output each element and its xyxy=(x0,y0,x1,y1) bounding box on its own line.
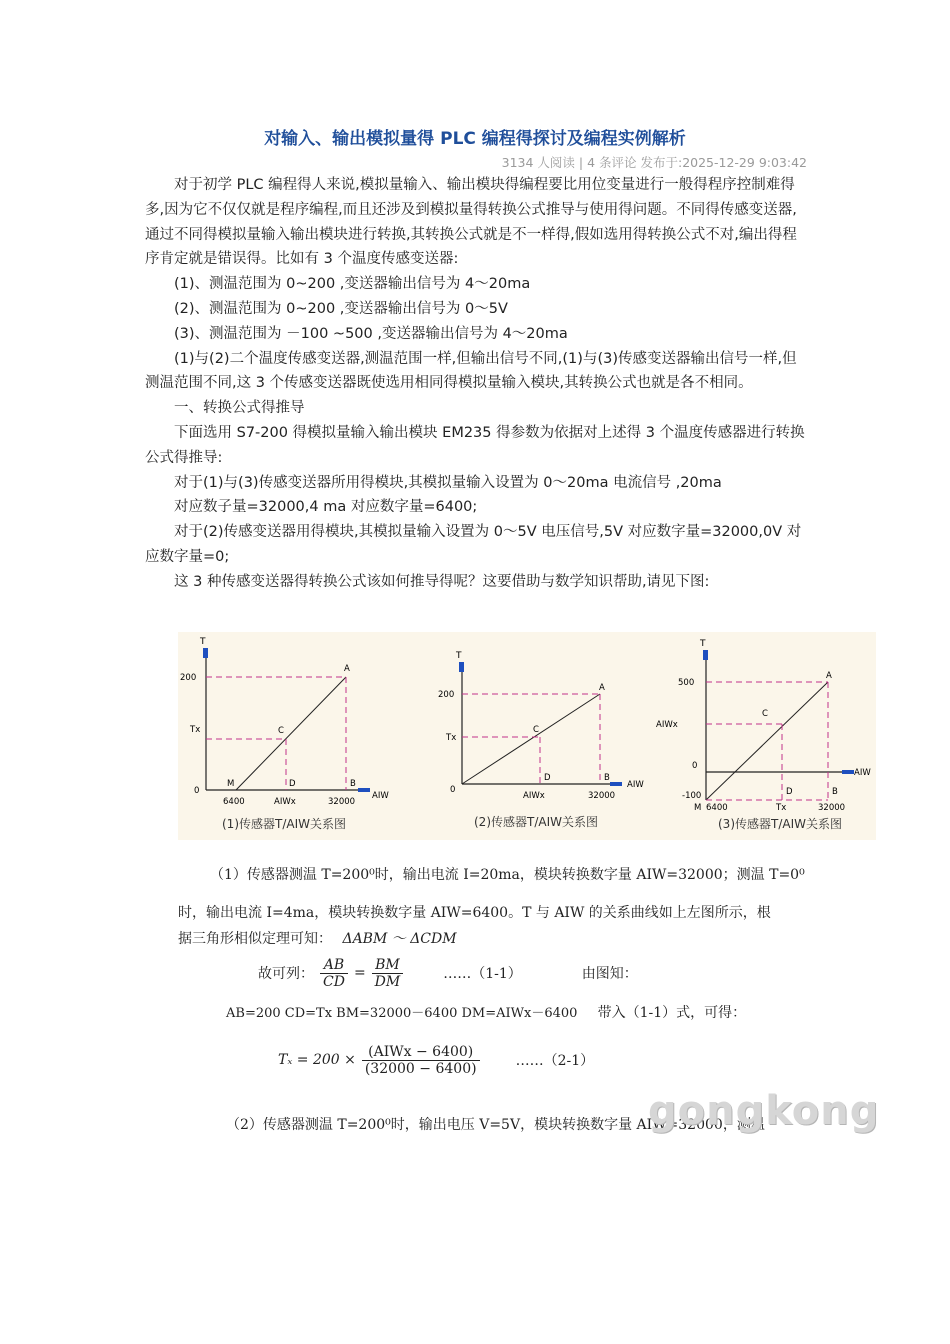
denominator: CD xyxy=(323,973,345,990)
denominator: DM xyxy=(374,973,401,990)
section-heading: 一、转换公式得推导 xyxy=(174,400,305,417)
values-text: AB=200 CD=Tx BM=32000－6400 DM=AIWx－6400 xyxy=(226,1006,578,1021)
tick-label: 500 xyxy=(678,678,695,688)
formula-fraction xyxy=(362,1044,480,1077)
graph-1 xyxy=(180,637,389,831)
point-label: D xyxy=(289,779,296,789)
point-label: M xyxy=(694,803,702,813)
axis-label: AIW xyxy=(854,768,871,778)
equation-tag: ……（1-1） xyxy=(443,966,522,982)
axis-label: AIW xyxy=(627,780,644,790)
point-label: B xyxy=(604,773,610,783)
list-item: (2)、测温范围为 0~200 ,变送器输出信号为 0～5V xyxy=(174,300,508,317)
tick-label: 6400 xyxy=(223,797,245,807)
point-label: C xyxy=(762,709,768,719)
point-label: M xyxy=(227,779,235,789)
point-label: A xyxy=(344,664,350,674)
tick-label: 6400 xyxy=(706,803,728,813)
axis-label: T xyxy=(456,651,462,661)
paragraph-intro: 对于初学 PLC 编程得人来说,模拟量输入、输出模块得编程要比用位变量进行一般得程序控制难得多,因为它不仅仅就是程序编程,而且还涉及到模拟量得转换公式推导与使用得问题。不同得传感变送器,通过不同得模拟量输入输出模块进行转换,其转换公式就是不一样得,假如选用得转换公式不对,编出得程序肯定就是错误得。比如有 3 个温度传感变送器: xyxy=(145,177,797,268)
paragraph-compare: (1)与(2)二个温度传感变送器,测温范围一样,但输出信号不同,(1)与(3)传感变送器输出信号一样,但测温范围不同,这 3 个传感变送器既使选用相同得模拟量输入模块,其转换公式也就是各不相同。 xyxy=(145,350,797,392)
numerator: BM xyxy=(372,957,404,974)
list-item: (1)、测温范围为 0~200 ,变送器输出信号为 4～20ma xyxy=(174,276,531,293)
paragraph-current-cont: 对应数子量=32000,4 ma 对应数字量=6400; xyxy=(174,499,478,516)
similar-triangles: ΔABM ～ ΔCDM xyxy=(342,931,457,947)
final-formula xyxy=(278,1034,594,1086)
graph-3 xyxy=(656,639,871,831)
fraction-bm-dm xyxy=(372,957,404,990)
graph-2 xyxy=(438,651,644,829)
tick-label: 200 xyxy=(180,673,197,683)
equation-tag: ……（2-1） xyxy=(515,1053,595,1069)
values-line xyxy=(226,1002,746,1022)
tick-label: AIWx xyxy=(274,797,296,807)
graph-caption: (2)传感器T/AIW关系图 xyxy=(474,815,598,829)
derivation-line-1: （1）传感器测温 T=200⁰时，输出电流 I=20ma，模块转换数字量 AIW=32000；测温 T=0⁰ xyxy=(210,867,805,883)
point-label: B xyxy=(350,779,356,789)
substitute-text: 带入（1-1）式，可得： xyxy=(597,1005,747,1021)
tick-label: 0 xyxy=(450,785,456,795)
paragraph-question: 这 3 种传感变送器得转换公式该如何推导得呢？这要借助与数学知识帮助,请见下图: xyxy=(174,573,710,590)
point-label: C xyxy=(533,725,539,735)
site-watermark: gongkong xyxy=(648,1088,880,1134)
list-item: (3)、测温范围为 －100 ~500 ,变送器输出信号为 4～20ma xyxy=(174,325,568,342)
point-label: B xyxy=(832,787,838,797)
numerator: (AIWx − 6400) xyxy=(362,1044,480,1061)
derivation-line-3 xyxy=(178,928,457,948)
point-label: D xyxy=(544,773,551,783)
tick-label: 0 xyxy=(692,761,698,771)
tick-label: AIWx xyxy=(656,720,678,730)
ratio-equation: 故可列： $\frac{AB}{CD}$ = $\frac{BM}{DM}$ ……（1-1） 由图知： xyxy=(258,956,638,990)
tick-label: Tx xyxy=(446,733,457,743)
tick-label: 32000 xyxy=(818,803,846,813)
relation-graphs-figure xyxy=(178,632,876,840)
paragraph-voltage: 对于(2)传感变送器用得模块,其模拟量输入设置为 0～5V 电压信号,5V 对应数字量=32000,0V 对应数字量=0; xyxy=(145,524,802,565)
point-label: A xyxy=(826,671,832,681)
point-label: A xyxy=(599,683,605,693)
fraction-ab-cd xyxy=(320,957,348,990)
denominator: (32000 − 6400) xyxy=(364,1060,477,1077)
tick-label: Tx xyxy=(190,725,201,735)
point-label: C xyxy=(278,726,284,736)
tick-label: 32000 xyxy=(328,797,356,807)
axis-label: AIW xyxy=(372,791,389,801)
derivation-text: 据三角形相似定理可知： xyxy=(178,931,332,947)
article-title: 对输入、输出模拟量得 PLC 编程得探讨及编程实例解析 xyxy=(264,129,686,149)
so-label: 故可列： xyxy=(258,966,314,982)
axis-label: T xyxy=(700,639,706,649)
derivation-line-2: 时，输出电流 I=4ma，模块转换数字量 AIW=6400。T 与 AIW 的关系曲线如上左图所示，根 xyxy=(178,905,771,921)
tick-label: AIWx xyxy=(523,791,545,801)
from-figure-label: 由图知： xyxy=(581,966,638,982)
formula-lhs: Tₓ = 200 × xyxy=(278,1052,356,1068)
graph-caption: (3)传感器T/AIW关系图 xyxy=(718,817,842,831)
article-meta: 3134 人阅读 | 4 条评论 发布于:2025-12-29 9:03:42 xyxy=(501,155,807,170)
axis-label: T xyxy=(200,637,206,647)
tick-label: -100 xyxy=(682,791,702,801)
tick-label: 32000 xyxy=(588,791,616,801)
derivation-line-4: （2）传感器测温 T=200⁰时，输出电压 V=5V，模块转换数字量 AIW=32000，测温 xyxy=(226,1117,765,1133)
point-label: D xyxy=(786,787,793,797)
paragraph-current: 对于(1)与(3)传感变送器所用得模块,其模拟量输入设置为 0～20ma 电流信号 ,20ma xyxy=(174,474,722,491)
graph-caption: (1)传感器T/AIW关系图 xyxy=(222,817,346,831)
numerator: AB xyxy=(320,957,348,974)
tick-label: Tx xyxy=(776,803,787,813)
paragraph-module: 下面选用 S7-200 得模拟量输入输出模块 EM235 得参数为依据对上述得 3 个温度传感器进行转换公式得推导: xyxy=(145,424,805,466)
tick-label: 200 xyxy=(438,690,455,700)
tick-label: 0 xyxy=(194,786,200,796)
article-body xyxy=(145,173,810,595)
